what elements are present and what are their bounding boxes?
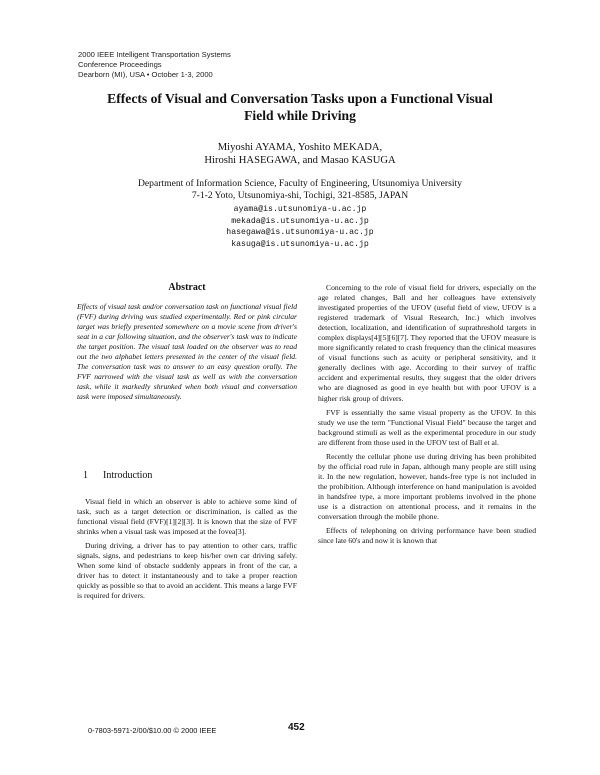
email: hasegawa@is.utsunomiya-u.ac.jp [226, 228, 374, 238]
conference-line: Dearborn (MI), USA • October 1-3, 2000 [78, 70, 213, 79]
title-line: Field while Driving [244, 108, 356, 123]
abstract-body [77, 302, 297, 406]
author-line: Hiroshi HASEGAWA, and Masao KASUGA [204, 155, 396, 166]
title-line: Effects of Visual and Conversation Tasks upon a Functional Visual [107, 91, 493, 106]
paragraph: FVF is essentially the same visual property as the UFOV. In this study we use the term "Functional Visual Field" because the target and background stimuli as well as the experimental procedure in our study are different from those used in the UFOV test of Ball et al. [318, 407, 536, 447]
right-column-body [318, 283, 536, 550]
email: mekada@is.utsunomiya-u.ac.jp [231, 216, 369, 226]
paragraph: During driving, a driver has to pay attention to other cars, traffic signals, signs, and pedestrians to keep his/her own car driving safely. When some kind of obstacle suddenly appears in front of the car, a driver has to detect it instantaneously and to take a proper reaction quickly as possible so that to avoid an accident. This means a large FVF is required for drivers. [77, 541, 297, 601]
paragraph: Recently the cellular phone use during driving has been prohibited by the official road rule in Japan, although many people are still using it. In the new regulation, however, hands-free type is not included in the prohibition. Although interference on hand manipulation is avoided in handsfree type, a more important problems involved in the phone use is a distraction on attentional process, and it remains in the conversation through the mobile phone. [318, 451, 536, 522]
affiliation-line: Department of Information Science, Faculty of Engineering, Utsunomiya University [138, 178, 462, 189]
abstract-text: Effects of visual task and/or conversation task on functional visual field (FVF) during driving was studied experimentally. Red or pink circular target was briefly presented somewhere on a movie scene from driver's seat in a car following situation, and the observer's task was to indicate the target position. The visual task loaded on the observer was to read out the two alphabet letters presented in the center of the visual field. The conversation task was to answer to an easy question orally. The FVF narrowed with the visual task as well as with the conversation task, while it markedly shrunked when both visual and conversation task were imposed simultaneously. [77, 302, 297, 402]
author-line: Miyoshi AYAMA, Yoshito MEKADA, [217, 142, 383, 153]
email: kasuga@is.utsunomiya-u.ac.jp [231, 239, 369, 249]
section-title: Introduction [103, 470, 153, 481]
page-number: 452 [288, 722, 305, 733]
affiliation-line: 7-1-2 Yoto, Utsunomiya-shi, Tochigi, 321-8585, JAPAN [191, 190, 409, 202]
paper-title [70, 90, 530, 124]
copyright-line: 0-7803-5971-2/00/$10.00 © 2000 IEEE [88, 726, 217, 735]
email: ayama@is.utsunomiya-u.ac.jp [233, 205, 367, 214]
paragraph: Concerning to the role of visual field for drivers, especially on the age related changes, Ball and her colleagues have extensively investigated properties of the UFOV (useful field of view, UFOV is a registered trademark of Visual Research, Inc.) which involves detection, localization, and identification of suprathreshold targets in complex displays[4][5][6][7]. They reported that the UFOV measure is more significantly related to crash frequency than the clinical measures of visual functions such as acuity or peripheral sensitivity, and it generally declines with age. According to their survey of traffic accident and experimental results, they suggest that the older drivers who are diagnosed as good in eye health but with poor UFOV is a higher risk group of drivers. [318, 283, 536, 403]
conference-line: Conference Proceedings [78, 60, 162, 69]
author-emails [70, 204, 530, 250]
authors [70, 141, 530, 167]
paragraph: Effects of telephoning on driving performance have been studied since late 60's and now it is known that [318, 526, 536, 546]
affiliation [60, 178, 540, 203]
introduction-body [77, 497, 297, 605]
conference-line: 2000 IEEE Intelligent Transportation Systems [78, 50, 231, 59]
section-heading [83, 470, 152, 481]
paragraph: Visual field in which an observer is able to achieve some kind of task, such as a target detection or discrimination, is called as the functional visual field (FVF)[1][2][3]. It is known that the size of FVF shrinks when a visual task was imposed at the fovea[3]. [77, 497, 297, 537]
section-number: 1 [83, 470, 88, 481]
abstract-heading: Abstract [168, 282, 206, 293]
conference-header [78, 50, 231, 80]
